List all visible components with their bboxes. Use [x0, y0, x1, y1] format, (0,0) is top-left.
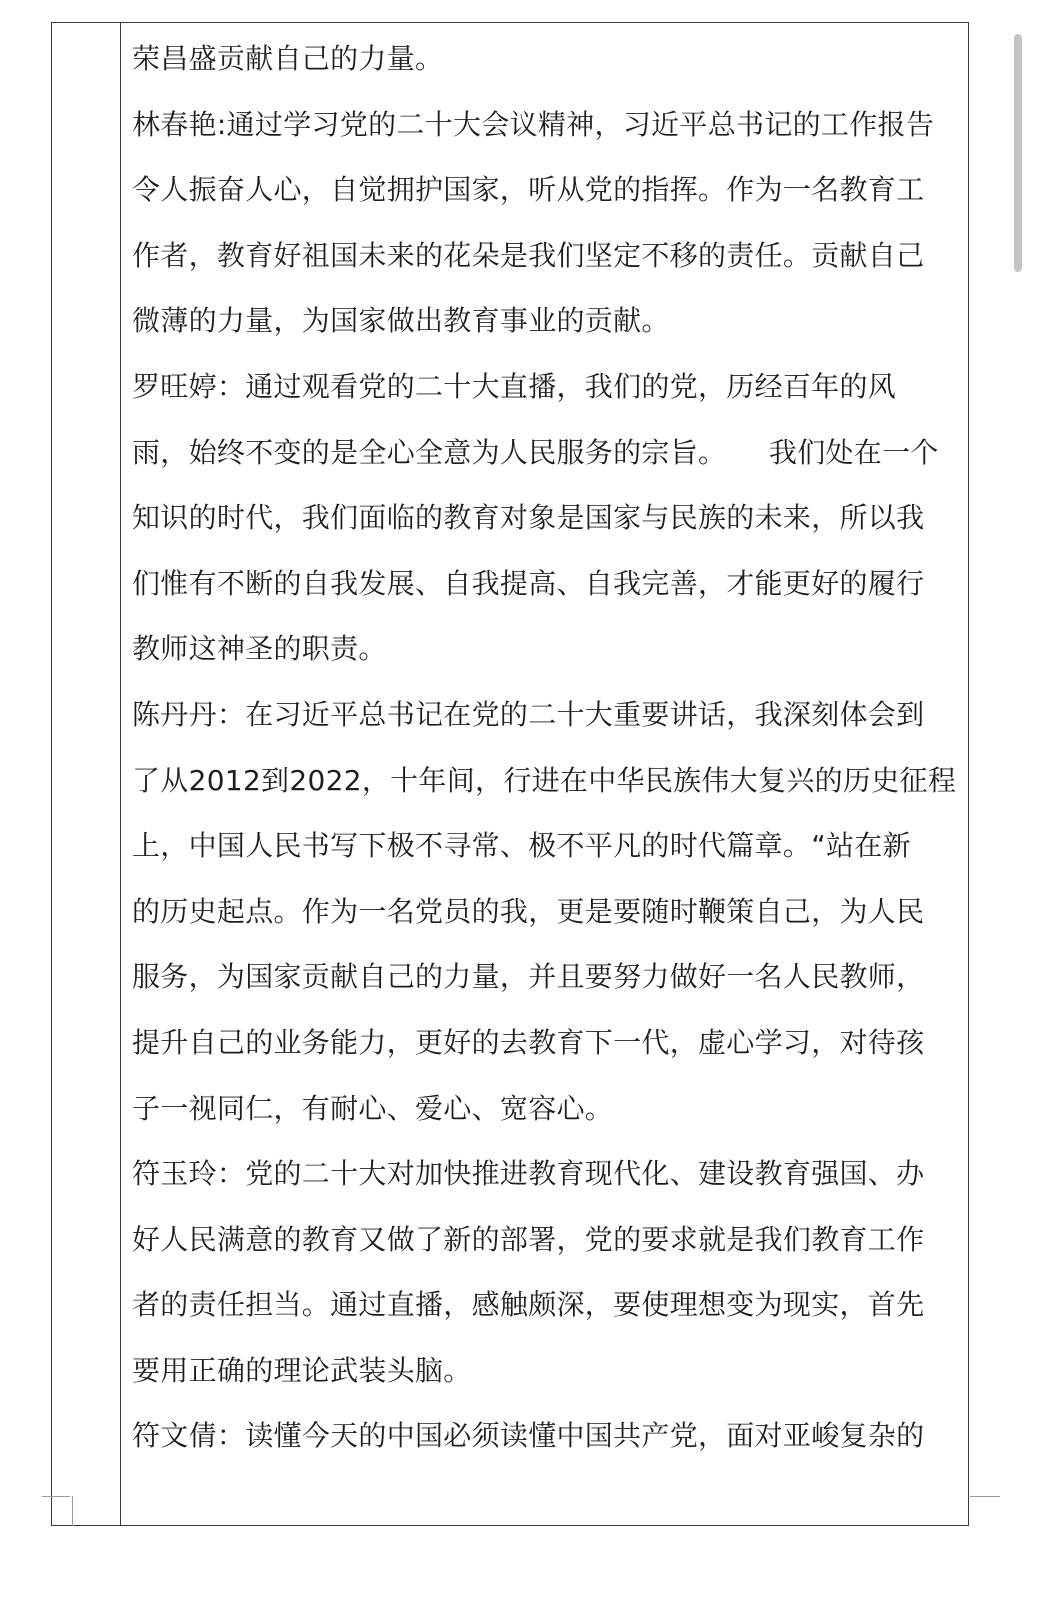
- text-line-2: 林春艳:通过学习党的二十大会议精神，习近平总书记的工作报告: [132, 107, 935, 141]
- text-line-10: 教师这神圣的职责。: [132, 632, 387, 666]
- text-line-16: 提升自己的业务能力，更好的去教育下一代，虚心学习，对待孩: [132, 1025, 925, 1059]
- text-line-9: 们惟有不断的自我发展、自我提高、自我完善，才能更好的履行: [132, 566, 925, 600]
- text-line-15: 服务，为国家贡献自己的力量，并且要努力做好一名人民教师，: [132, 960, 925, 994]
- table-content-cell[interactable]: [132, 26, 962, 1469]
- text-line-22: 符文倩：读懂今天的中国必须读懂中国共产党，面对亚峻复杂的: [132, 1419, 925, 1453]
- text-line-12: 了从2012到2022，十年间，行进在中华民族伟大复兴的历史征程: [132, 763, 957, 797]
- text-line-13: 上，中国人民书写下极不寻常、极不平凡的时代篇章。“站在新: [132, 829, 911, 863]
- text-line-4: 作者，教育好祖国未来的花朵是我们坚定不移的责任。贡献自己: [132, 238, 925, 272]
- text-line-5: 微薄的力量，为国家做出教育事业的贡献。: [132, 304, 670, 338]
- text-line-11: 陈丹丹：在习近平总书记在党的二十大重要讲话，我深刻体会到: [132, 697, 925, 731]
- text-line-1: 荣昌盛贡献自己的力量。: [132, 42, 444, 75]
- text-line-20: 者的责任担当。通过直播，感触颇深，要使理想变为现实，首先: [132, 1288, 925, 1322]
- table-column-divider: [120, 22, 121, 1526]
- text-line-21: 要用正确的理论武装头脑。: [132, 1353, 472, 1387]
- page-corner-mark-right: [970, 1496, 1000, 1497]
- text-line-14: 的历史起点。作为一名党员的我，更是要随时鞭策自己，为人民: [132, 894, 925, 928]
- text-line-7: 雨，始终不变的是全心全意为人民服务的宗旨。 我们处在一个: [132, 435, 939, 469]
- text-line-8: 知识的时代，我们面临的教育对象是国家与民族的未来，所以我: [132, 501, 925, 535]
- page-corner-mark-left: [42, 1496, 70, 1497]
- text-line-18: 符玉玲：党的二十大对加快推进教育现代化、建设教育强国、办: [132, 1157, 925, 1191]
- text-line-19: 好人民满意的教育又做了新的部署，党的要求就是我们教育工作: [132, 1222, 925, 1256]
- page-corner-mark-left-vertical: [72, 1496, 73, 1526]
- text-line-17: 子一视同仁，有耐心、爱心、宽容心。: [132, 1091, 614, 1125]
- text-line-6: 罗旺婷：通过观看党的二十大直播，我们的党，历经百年的风: [132, 369, 897, 403]
- scrollbar-thumb[interactable]: [1014, 34, 1022, 272]
- text-line-3: 令人振奋人心，自觉拥护国家，听从党的指挥。作为一名教育工: [132, 173, 925, 207]
